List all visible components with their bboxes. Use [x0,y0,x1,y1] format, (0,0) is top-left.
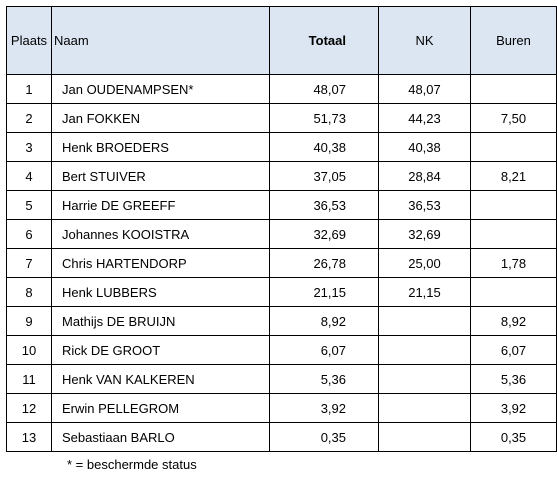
table-row [7,133,557,162]
cell-naam: Jan FOKKEN [52,104,270,133]
cell-buren [471,278,557,307]
header-plaats: Plaats [7,7,52,75]
header-totaal: Totaal [270,7,379,75]
cell-naam: Bert STUIVER [52,162,270,191]
cell-naam: Rick DE GROOT [52,336,270,365]
cell-totaal: 32,69 [270,220,379,249]
table-row [7,162,557,191]
header-nk: NK [379,7,471,75]
header-naam: Naam [52,7,270,75]
cell-nk: 28,84 [379,162,471,191]
cell-buren: 1,78 [471,249,557,278]
cell-naam: Henk BROEDERS [52,133,270,162]
header-buren: Buren [471,7,557,75]
cell-totaal: 3,92 [270,394,379,423]
cell-naam: Henk VAN KALKEREN [52,365,270,394]
cell-totaal: 8,92 [270,307,379,336]
table-row [7,278,557,307]
cell-nk: 32,69 [379,220,471,249]
cell-buren: 3,92 [471,394,557,423]
cell-nk: 48,07 [379,75,471,104]
cell-totaal: 26,78 [270,249,379,278]
table-row [7,220,557,249]
cell-totaal: 40,38 [270,133,379,162]
cell-buren: 8,21 [471,162,557,191]
cell-nk: 40,38 [379,133,471,162]
cell-nk: 25,00 [379,249,471,278]
table-row [7,423,557,452]
cell-naam: Johannes KOOISTRA [52,220,270,249]
table-row [7,307,557,336]
cell-plaats: 5 [7,191,52,220]
table-body [7,75,557,452]
cell-nk: 36,53 [379,191,471,220]
cell-naam: Jan OUDENAMPSEN* [52,75,270,104]
cell-buren: 8,92 [471,307,557,336]
cell-plaats: 3 [7,133,52,162]
cell-plaats: 10 [7,336,52,365]
cell-naam: Erwin PELLEGROM [52,394,270,423]
table-header [7,7,557,75]
cell-plaats: 12 [7,394,52,423]
cell-plaats: 13 [7,423,52,452]
standings-table [6,6,557,452]
cell-buren: 0,35 [471,423,557,452]
cell-buren [471,75,557,104]
table-row [7,365,557,394]
cell-nk [379,336,471,365]
cell-plaats: 7 [7,249,52,278]
table-row [7,191,557,220]
cell-plaats: 11 [7,365,52,394]
cell-naam: Harrie DE GREEFF [52,191,270,220]
cell-totaal: 36,53 [270,191,379,220]
cell-nk [379,307,471,336]
cell-buren: 5,36 [471,365,557,394]
cell-buren [471,191,557,220]
table-row [7,75,557,104]
cell-buren [471,133,557,162]
cell-plaats: 2 [7,104,52,133]
cell-plaats: 8 [7,278,52,307]
header-row [7,7,557,75]
cell-nk: 44,23 [379,104,471,133]
cell-plaats: 4 [7,162,52,191]
cell-naam: Henk LUBBERS [52,278,270,307]
table-row [7,104,557,133]
cell-naam: Mathijs DE BRUIJN [52,307,270,336]
cell-totaal: 0,35 [270,423,379,452]
cell-buren: 6,07 [471,336,557,365]
cell-plaats: 9 [7,307,52,336]
cell-naam: Chris HARTENDORP [52,249,270,278]
cell-totaal: 6,07 [270,336,379,365]
cell-nk [379,423,471,452]
cell-totaal: 5,36 [270,365,379,394]
cell-plaats: 1 [7,75,52,104]
cell-totaal: 21,15 [270,278,379,307]
cell-plaats: 6 [7,220,52,249]
cell-buren [471,220,557,249]
cell-totaal: 48,07 [270,75,379,104]
table-row [7,336,557,365]
cell-totaal: 37,05 [270,162,379,191]
table-row [7,394,557,423]
footnote: * = beschermde status [67,457,197,472]
cell-buren: 7,50 [471,104,557,133]
cell-naam: Sebastiaan BARLO [52,423,270,452]
cell-nk [379,365,471,394]
cell-nk: 21,15 [379,278,471,307]
cell-totaal: 51,73 [270,104,379,133]
table-row [7,249,557,278]
cell-nk [379,394,471,423]
